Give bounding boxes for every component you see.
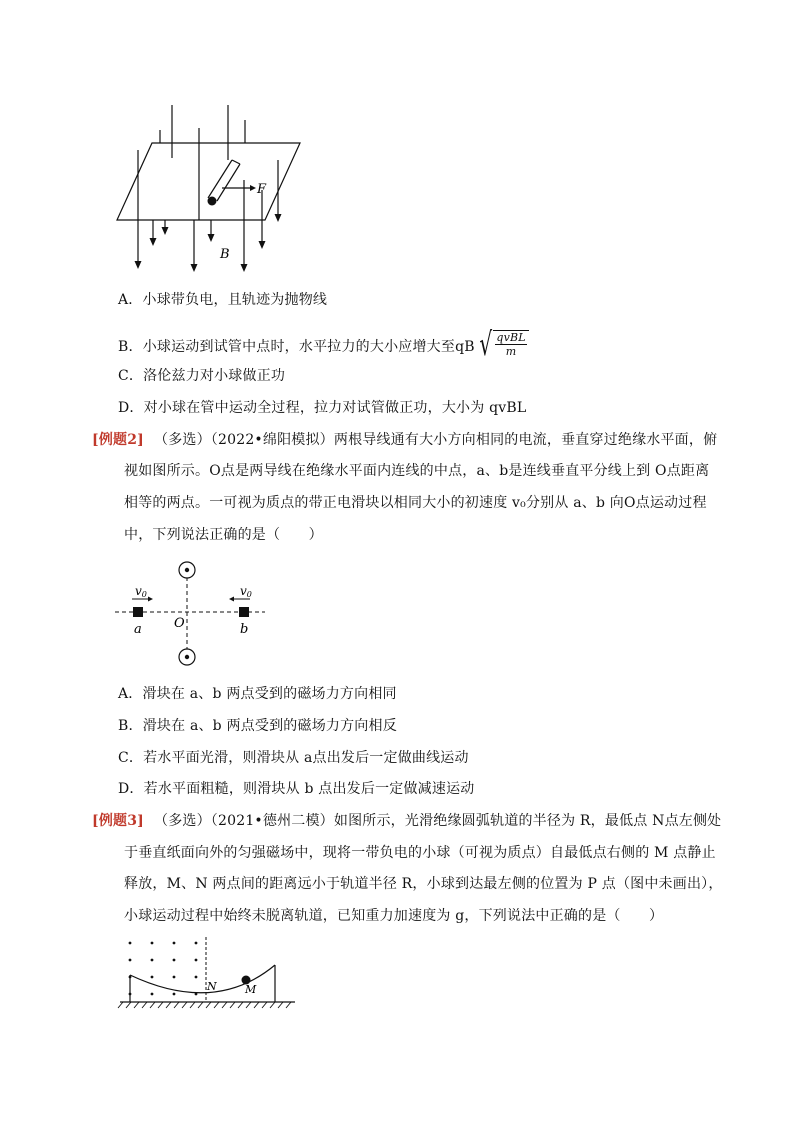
label-b: b [240,622,249,637]
velocity-label-left: v0 [135,584,147,599]
q1-option-b [118,324,529,364]
figure-arc-track [115,935,305,1015]
example3-line-3: 释放，M、N 两点间的距离远小于轨道半径 R，小球到达最左侧的位置为 P 点（图中未画出）， [124,876,723,892]
example2-option-b: B．滑块在 a、b 两点受到的磁场力方向相反 [118,718,397,734]
label-m: M [245,983,257,996]
example2-tag: [例题2] [92,432,144,448]
figure-magnetic-field-plane [110,100,310,275]
example2-line-2: 视如图所示。O点是两导线在绝缘水平面内连线的中点，a、b是连线垂直平分线上到 O点距离 [124,463,710,479]
field-label: B [220,247,230,262]
velocity-label-right: v0 [240,584,252,599]
q1-option-a: A．小球带负电，且轨迹为抛物线 [118,292,328,308]
example2-option-c: C．若水平面光滑，则滑块从 a点出发后一定做曲线运动 [118,750,469,766]
fraction-numerator: qvBL [496,331,526,344]
label-o: O [174,616,185,631]
force-label: F [257,182,267,197]
q1-option-b-text: B．小球运动到试管中点时，水平拉力的大小应增大至qB [118,339,475,355]
slider-b [239,607,249,617]
q1-option-c: C．洛伦兹力对小球做正功 [118,368,286,384]
sqrt-fraction: √ qvBL m [479,330,528,358]
example2-line-3: 相等的两点。一可视为质点的带正电滑块以相同大小的初速度 v₀分别从 a、b 向O点运动过程 [124,495,707,511]
example2-line-1: [例题2] （多选）（2022•绵阳模拟）两根导线通有大小方向相同的电流，垂直穿过绝缘水平面，俯 [92,432,718,448]
example2-line-4: 中，下列说法正确的是（ ） [124,527,323,543]
slider-a [133,607,143,617]
plane-surface [117,143,300,220]
example2-option-d: D．若水平面粗糙，则滑块从 b 点出发后一定做减速运动 [118,781,475,797]
example3-line-4: 小球运动过程中始终未脱离轨道，已知重力加速度为 g，下列说法中正确的是（ ） [124,908,664,924]
example3-line-1: [例题3] （多选）（2021•德州二模）如图所示，光滑绝缘圆弧轨道的半径为 R，最低点 N点左侧处 [92,813,722,829]
figure-two-wires [110,555,270,670]
label-n: N [207,980,217,993]
example2-option-a: A．滑块在 a、b 两点受到的磁场力方向相同 [118,686,397,702]
q1-option-d: D．对小球在管中运动全过程，拉力对试管做正功，大小为 qvBL [118,400,527,416]
ball [208,197,217,206]
label-a: a [134,622,142,637]
example3-tag: [例题3] [92,813,144,829]
example3-line-2: 于垂直纸面向外的匀强磁场中，现将一带负电的小球（可视为质点）自最低点右侧的 M 点静止 [124,845,716,861]
fraction-denominator: m [505,345,517,358]
